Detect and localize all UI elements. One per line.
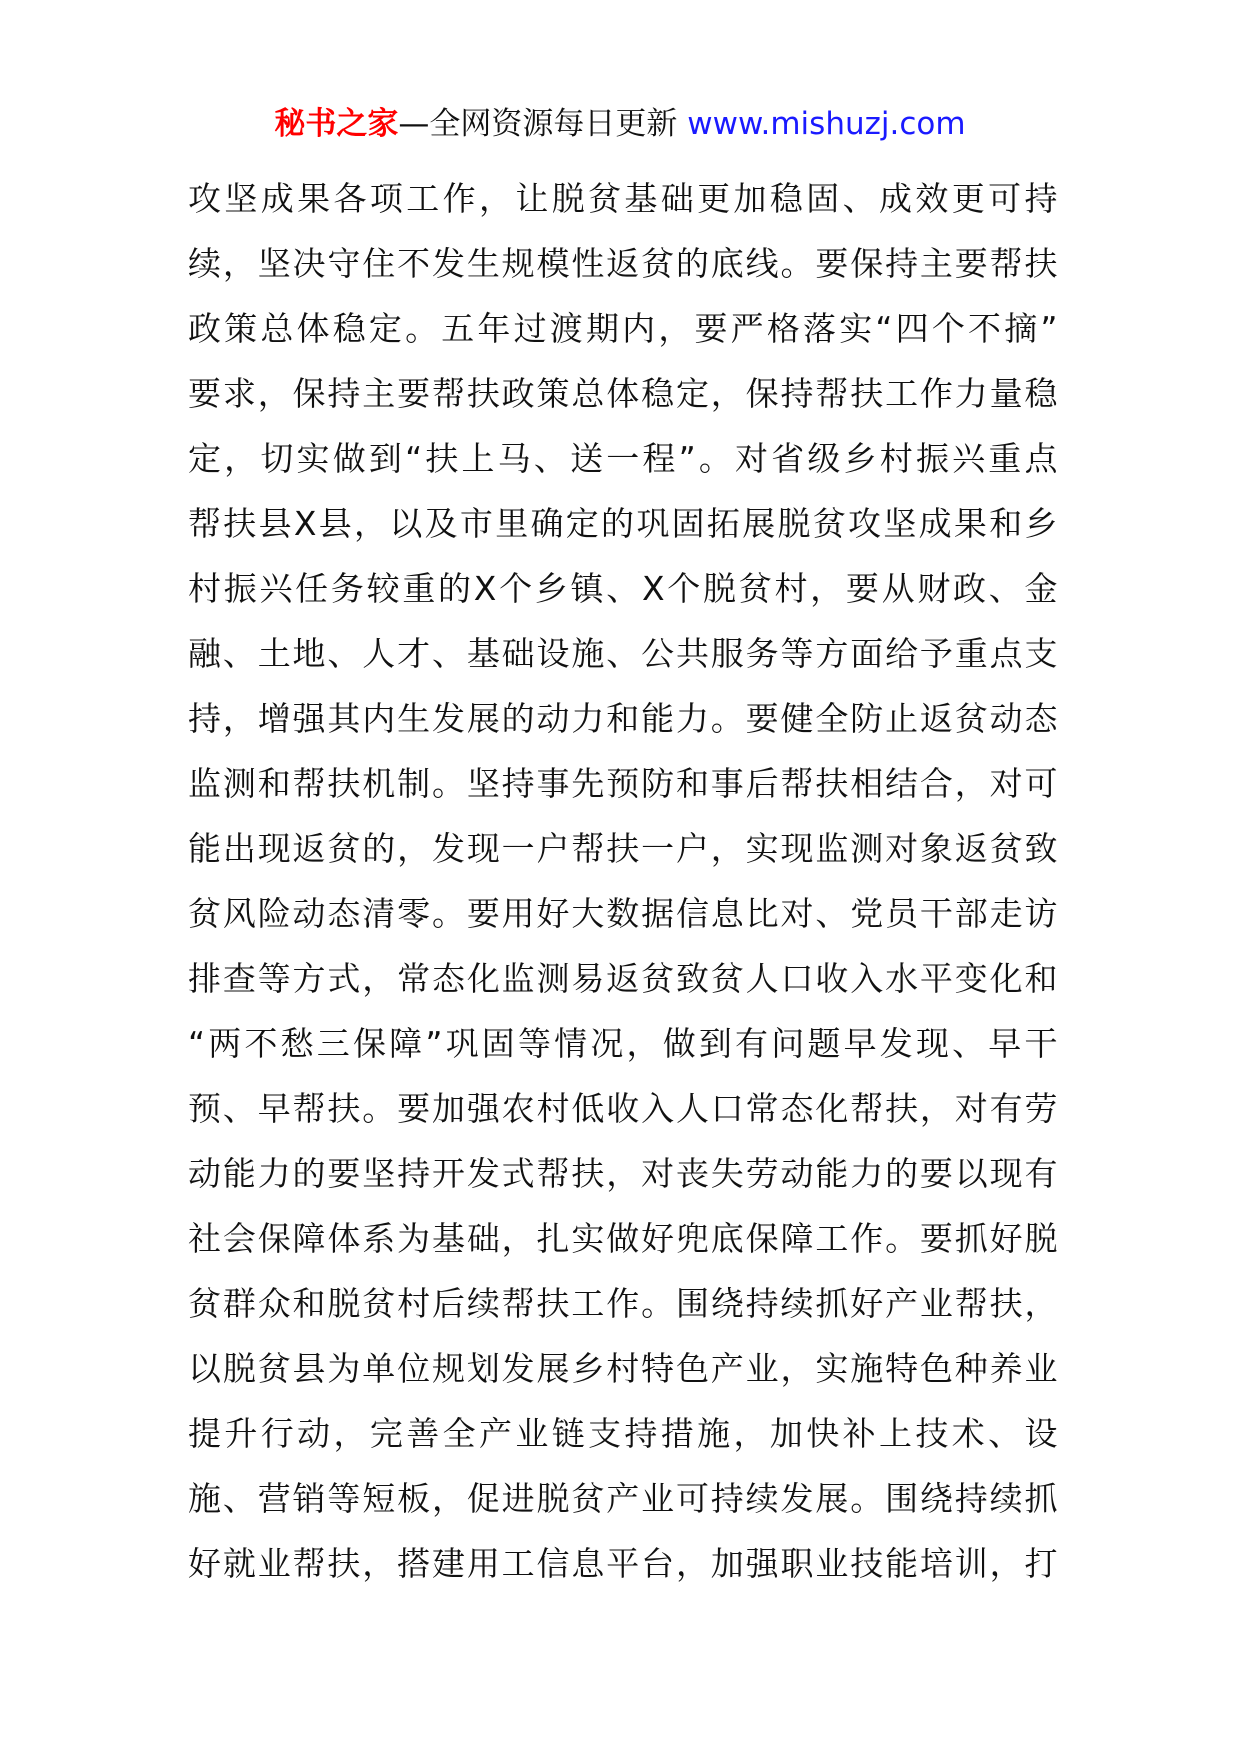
text-line: “两不愁三保障”巩固等情况，做到有问题早发现、早干: [188, 1024, 1058, 1063]
text-line: 好就业帮扶，搭建用工信息平台，加强职业技能培训，打: [188, 1544, 1058, 1583]
text-line: 政策总体稳定。五年过渡期内，要严格落实“四个不摘”: [188, 309, 1058, 348]
text-line: 预、早帮扶。要加强农村低收入人口常态化帮扶，对有劳: [188, 1089, 1058, 1128]
text-line: 攻坚成果各项工作，让脱贫基础更加稳固、成效更可持: [188, 179, 1058, 218]
text-line: 施、营销等短板，促进脱贫产业可持续发展。围绕持续抓: [188, 1479, 1058, 1518]
text-line: 村振兴任务较重的X个乡镇、X个脱贫村，要从财政、金: [188, 569, 1058, 608]
text-line: 续，坚决守住不发生规模性返贫的底线。要保持主要帮扶: [188, 244, 1058, 283]
text-line: 融、土地、人才、基础设施、公共服务等方面给予重点支: [188, 634, 1058, 673]
text-line: 排查等方式，常态化监测易返贫致贫人口收入水平变化和: [188, 959, 1058, 998]
text-line: 贫风险动态清零。要用好大数据信息比对、党员干部走访: [188, 894, 1058, 933]
text-line: 帮扶县X县，以及市里确定的巩固拓展脱贫攻坚成果和乡: [188, 504, 1058, 543]
text-line: 要求，保持主要帮扶政策总体稳定，保持帮扶工作力量稳: [188, 374, 1058, 413]
text-line: 动能力的要坚持开发式帮扶，对丧失劳动能力的要以现有: [188, 1154, 1058, 1193]
header-tagline: —全网资源每日更新: [398, 106, 688, 142]
brand-name: 秘书之家: [274, 106, 399, 142]
text-line: 定，切实做到“扶上马、送一程”。对省级乡村振兴重点: [188, 439, 1058, 478]
text-line: 监测和帮扶机制。坚持事先预防和事后帮扶相结合，对可: [188, 764, 1058, 803]
text-line: 以脱贫县为单位规划发展乡村特色产业，实施特色种养业: [188, 1349, 1058, 1388]
body-paragraph: [188, 166, 1058, 1596]
text-line: 持，增强其内生发展的动力和能力。要健全防止返贫动态: [188, 699, 1058, 738]
text-line: 贫群众和脱贫村后续帮扶工作。围绕持续抓好产业帮扶，: [188, 1284, 1058, 1323]
page-header: [0, 100, 1240, 148]
text-line: 能出现返贫的，发现一户帮扶一户，实现监测对象返贫致: [188, 829, 1058, 868]
text-line: 提升行动，完善全产业链支持措施，加快补上技术、设: [188, 1414, 1058, 1453]
text-line: 社会保障体系为基础，扎实做好兜底保障工作。要抓好脱: [188, 1219, 1058, 1258]
header-url-link[interactable]: www.mishuzj.com: [687, 106, 966, 142]
